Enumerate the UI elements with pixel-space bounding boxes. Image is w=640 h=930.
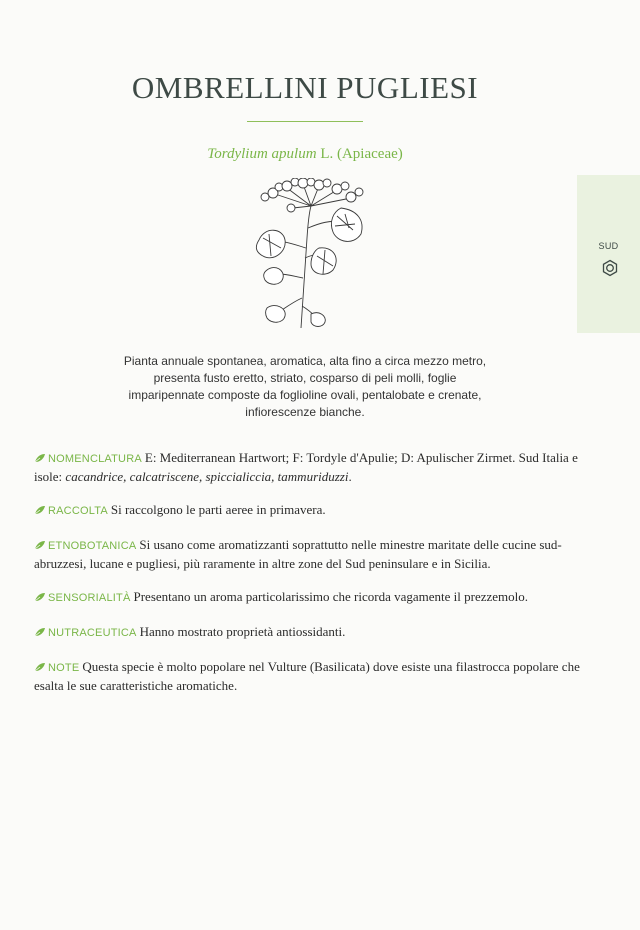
- section-text: Presentano un aroma particolarissimo che ricorda vagamente il prezzemolo.: [133, 589, 529, 604]
- hexagon-nut-icon: [601, 259, 619, 277]
- region-label: SUD: [598, 241, 619, 251]
- genus-species: Tordylium apulum: [207, 146, 317, 162]
- section-heading: NOTE: [48, 662, 80, 674]
- title-divider: [247, 121, 363, 122]
- scientific-name: [0, 146, 610, 163]
- section-text: E: Mediterranean Hartwort; F: Tordyle d'Apulie; D: Apulischer Zirmet. Sud Italia e isole:: [34, 450, 578, 484]
- section-heading: SENSORIALITÀ: [48, 592, 131, 604]
- section-italic-names: cacandrice, calcatriscene, spiccialiccia, tammuriduzzi: [65, 469, 349, 484]
- leaf-bullet-icon: [34, 627, 46, 637]
- leaf-bullet-icon: [34, 662, 46, 672]
- section-etnobotanica: [34, 536, 586, 572]
- section-text: Hanno mostrato proprietà antiossidanti.: [139, 624, 346, 639]
- page-title: OMBRELLINI PUGLIESI: [131, 70, 479, 105]
- section-nutraceutica: [34, 623, 586, 642]
- section-text: Si usano come aromatizzanti soprattutto nelle minestre maritate delle cucine sud-abruzzesi, lucane e pugliesi, più raramente in altre zone del Sud peninsulare e in Sicilia.: [34, 537, 562, 571]
- plant-illustration: [245, 178, 375, 330]
- section-nomenclatura: [34, 449, 586, 485]
- section-heading: NUTRACEUTICA: [48, 627, 137, 639]
- section-sensorialita: [34, 588, 586, 607]
- region-side-tab: [577, 175, 640, 333]
- section-text: Si raccolgono le parti aeree in primavera.: [110, 502, 326, 517]
- section-text: Questa specie è molto popolare nel Vulture (Basilicata) dove esiste una filastrocca popolare che esalta le sue caratteristiche aromatiche.: [34, 659, 580, 693]
- section-text-end: .: [348, 469, 352, 484]
- plant-description: Pianta annuale spontanea, aromatica, alta fino a circa mezzo metro, presenta fusto eretto, striato, cosparso di peli molli, foglie imparipennate composte da foglioline ovali, pentalobate e crenate, infiorescenze bianche.: [123, 354, 487, 419]
- author-family: L. (Apiaceae): [316, 146, 403, 162]
- section-heading: NOMENCLATURA: [48, 453, 142, 465]
- section-heading: ETNOBOTANICA: [48, 540, 137, 552]
- leaf-bullet-icon: [34, 505, 46, 515]
- leaf-bullet-icon: [34, 453, 46, 463]
- plant-sections: [34, 449, 586, 710]
- section-note: [34, 658, 586, 694]
- section-raccolta: [34, 501, 586, 520]
- leaf-bullet-icon: [34, 592, 46, 602]
- section-heading: RACCOLTA: [48, 505, 108, 517]
- leaf-bullet-icon: [34, 540, 46, 550]
